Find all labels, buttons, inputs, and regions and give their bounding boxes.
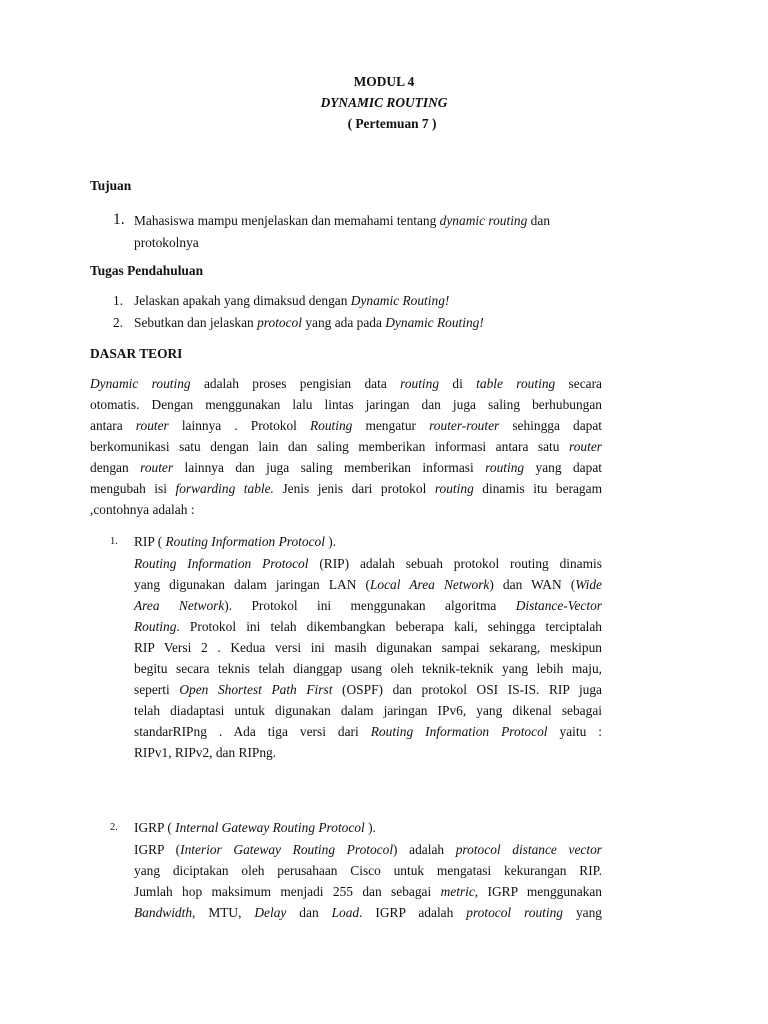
dasar-teori-heading: DASAR TEORI <box>90 346 183 361</box>
igrp-line: yang diciptakan oleh perusahaan Cisco untuk mengatasi kekurangan RIP. <box>134 863 602 878</box>
tujuan-item-1-cont: protokolnya <box>134 235 199 250</box>
paragraph-line: Dynamic routing adalah proses pengisian data routing di table routing secara <box>90 376 603 391</box>
rip-line: RIP Versi 2 . Kedua versi ini masih digunakan sampai sekarang, meskipun <box>134 640 602 655</box>
rip-title: RIP ( Routing Information Protocol ). <box>134 534 337 549</box>
rip-line: seperti Open Shortest Path First (OSPF) dan protokol OSI IS-IS. RIP juga <box>134 682 602 697</box>
tujuan-item-1: Mahasiswa mampu menjelaskan dan memahami tentang dynamic routing dan <box>134 213 551 228</box>
igrp-line: Bandwidth, MTU, Delay dan Load. IGRP adalah protocol routing yang <box>134 905 602 920</box>
rip-line: Routing. Protokol ini telah dikembangkan beberapa kali, sehingga terciptalah <box>134 619 602 634</box>
igrp-line: IGRP (Interior Gateway Routing Protocol) adalah protocol distance vector <box>134 842 602 857</box>
tujuan-item-number: 1. <box>113 211 125 228</box>
paragraph-line: dengan router lainnya dan juga saling memberikan informasi routing yang dapat <box>90 460 602 475</box>
igrp-line: Jumlah hop maksimum menjadi 255 dan sebagai metric, IGRP menggunakan <box>134 884 603 899</box>
module-label: MODUL 4 <box>353 74 415 89</box>
rip-line: Routing Information Protocol (RIP) adalah sebuah protokol routing dinamis <box>134 556 602 571</box>
paragraph-line: mengubah isi forwarding table. Jenis jenis dari protokol routing dinamis itu beragam <box>90 481 602 496</box>
tugas-heading: Tugas Pendahuluan <box>90 263 204 278</box>
tujuan-heading: Tujuan <box>90 178 132 193</box>
rip-line: standarRIPng . Ada tiga versi dari Routing Information Protocol yaitu : <box>134 724 602 739</box>
rip-line: telah diadaptasi untuk digunakan dalam jaringan IPv6, yang dikenal sebagai <box>134 703 602 718</box>
tugas-item-number-2: 2. <box>113 315 124 330</box>
paragraph-line: ,contohnya adalah : <box>90 502 195 517</box>
paragraph-line: otomatis. Dengan menggunakan lalu lintas jaringan dan juga saling berhubungan <box>90 397 602 412</box>
tugas-item-number-1: 1. <box>113 293 124 308</box>
paragraph-line: antara router lainnya . Protokol Routing mengatur router-router sehingga dapat <box>90 418 602 433</box>
rip-line: Area Network). Protokol ini menggunakan algoritma Distance-Vector <box>134 598 602 613</box>
rip-line: RIPv1, RIPv2, dan RIPng. <box>134 745 277 760</box>
meeting-label: ( Pertemuan 7 ) <box>347 116 437 131</box>
list-number-2: 2. <box>110 822 118 833</box>
document-title: DYNAMIC ROUTING <box>320 95 448 110</box>
tugas-item-1: Jelaskan apakah yang dimaksud dengan Dynamic Routing! <box>134 293 450 308</box>
rip-line: begitu secara teknis telah dianggap usang oleh teknik-teknik yang lebih maju, <box>134 661 602 676</box>
paragraph-line: berkomunikasi satu dengan lain dan saling memberikan informasi antara satu router <box>90 439 602 454</box>
igrp-title: IGRP ( Internal Gateway Routing Protocol ). <box>134 820 376 835</box>
list-number-1: 1. <box>110 536 118 547</box>
tugas-item-2: Sebutkan dan jelaskan protocol yang ada pada Dynamic Routing! <box>134 315 484 330</box>
rip-line: yang digunakan dalam jaringan LAN (Local Area Network) dan WAN (Wide <box>134 577 602 592</box>
